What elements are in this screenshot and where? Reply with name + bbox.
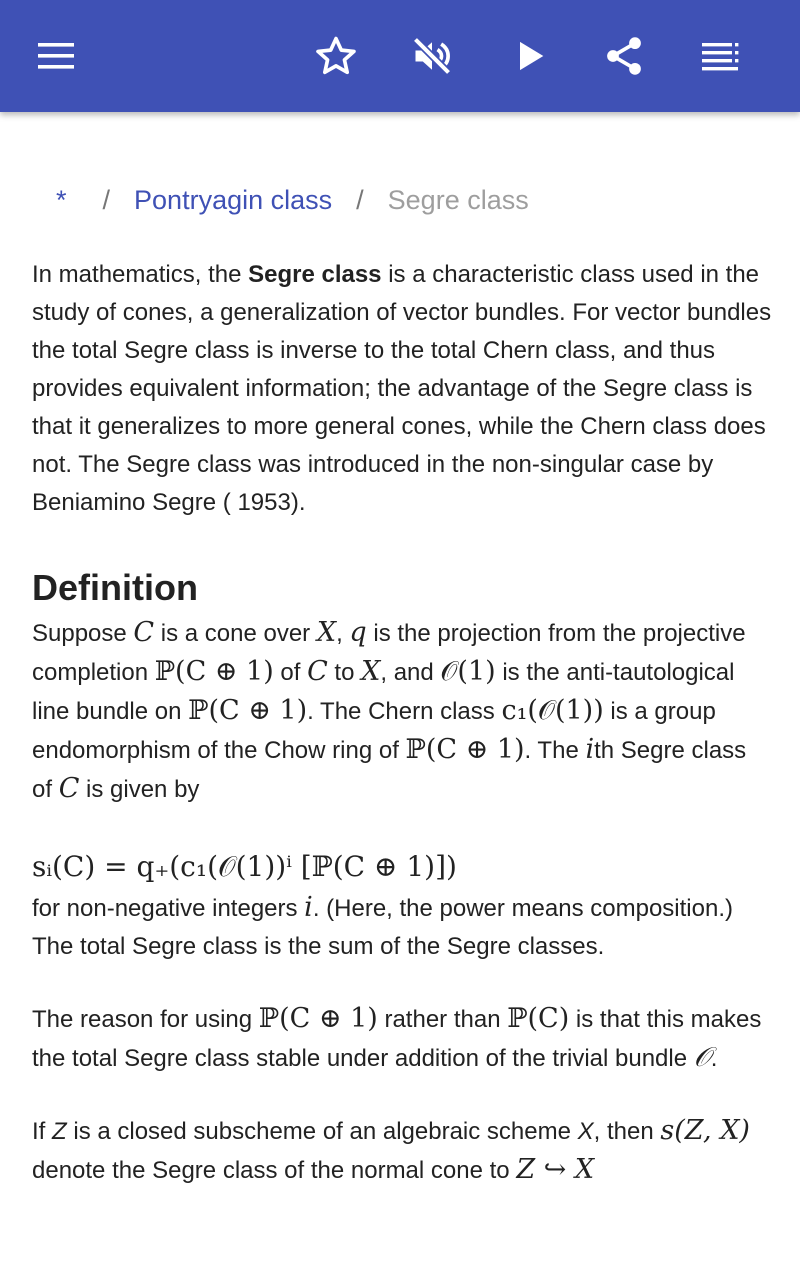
hamburger-menu-icon: [36, 36, 76, 76]
share-icon: [602, 34, 646, 78]
menu-button[interactable]: [28, 28, 84, 84]
breadcrumb-home[interactable]: *: [56, 184, 67, 215]
article-body: [32, 256, 772, 1190]
breadcrumb-separator: /: [356, 184, 364, 215]
definition-paragraph: Suppose C is a cone over X, q is the projection from the projective completion ℙ(C ⊕ 1) of C to X, and 𝒪(1) is the anti-tautological line bundle on ℙ(C ⊕ 1). The Chern class c₁(𝒪(1)) is a group endomorphism of the Chow ring of ℙ(C ⊕ 1). The ith Segre class of C is given by: [32, 617, 747, 804]
reason-paragraph: The reason for using ℙ(C ⊕ 1) rather than ℙ(C) is that this makes the total Segre class stable under addition of the trivial bundle 𝒪.: [32, 1003, 762, 1073]
list-icon: [700, 36, 740, 76]
table-of-contents-button[interactable]: [692, 28, 748, 84]
section-heading-definition: Definition: [32, 567, 198, 608]
play-icon: [510, 36, 550, 76]
term-bold: Segre class: [248, 261, 382, 288]
star-outline-icon: [314, 34, 358, 78]
breadcrumb-current: Segre class: [387, 184, 529, 215]
bookmark-button[interactable]: [308, 28, 364, 84]
formula-explanation-paragraph: for non-negative integers i. (Here, the power means composition.) The total Segre class is the sum of the Segre classes.: [32, 892, 733, 960]
breadcrumb-separator: /: [102, 184, 111, 215]
intro-paragraph: In mathematics, the Segre class is a characteristic class used in the study of cones, a generalization of vector bundles. For vector bundles the total Segre class is inverse to the total Chern class, and thus provides equivalent information; the advantage of the Segre class is that it generalizes to more general cones, while the Chern class does not. The Segre class was introduced in the non-singular case by Beniamino Segre ( 1953).: [32, 261, 772, 516]
play-button[interactable]: [502, 28, 558, 84]
volume-off-icon: [410, 34, 454, 78]
mute-button[interactable]: [404, 28, 460, 84]
breadcrumb-parent-link[interactable]: Pontryagin class: [134, 184, 333, 215]
share-button[interactable]: [596, 28, 652, 84]
subscheme-paragraph: If Z is a closed subscheme of an algebraic scheme X, then s(Z, X) denote the Segre class of the normal cone to Z ↪ X: [32, 1115, 750, 1185]
app-toolbar: [0, 0, 800, 112]
segre-class-formula: sᵢ(C) = q₊(c₁(𝒪(1))ⁱ [ℙ(C ⊕ 1)]): [32, 850, 457, 883]
breadcrumb: [32, 180, 541, 220]
